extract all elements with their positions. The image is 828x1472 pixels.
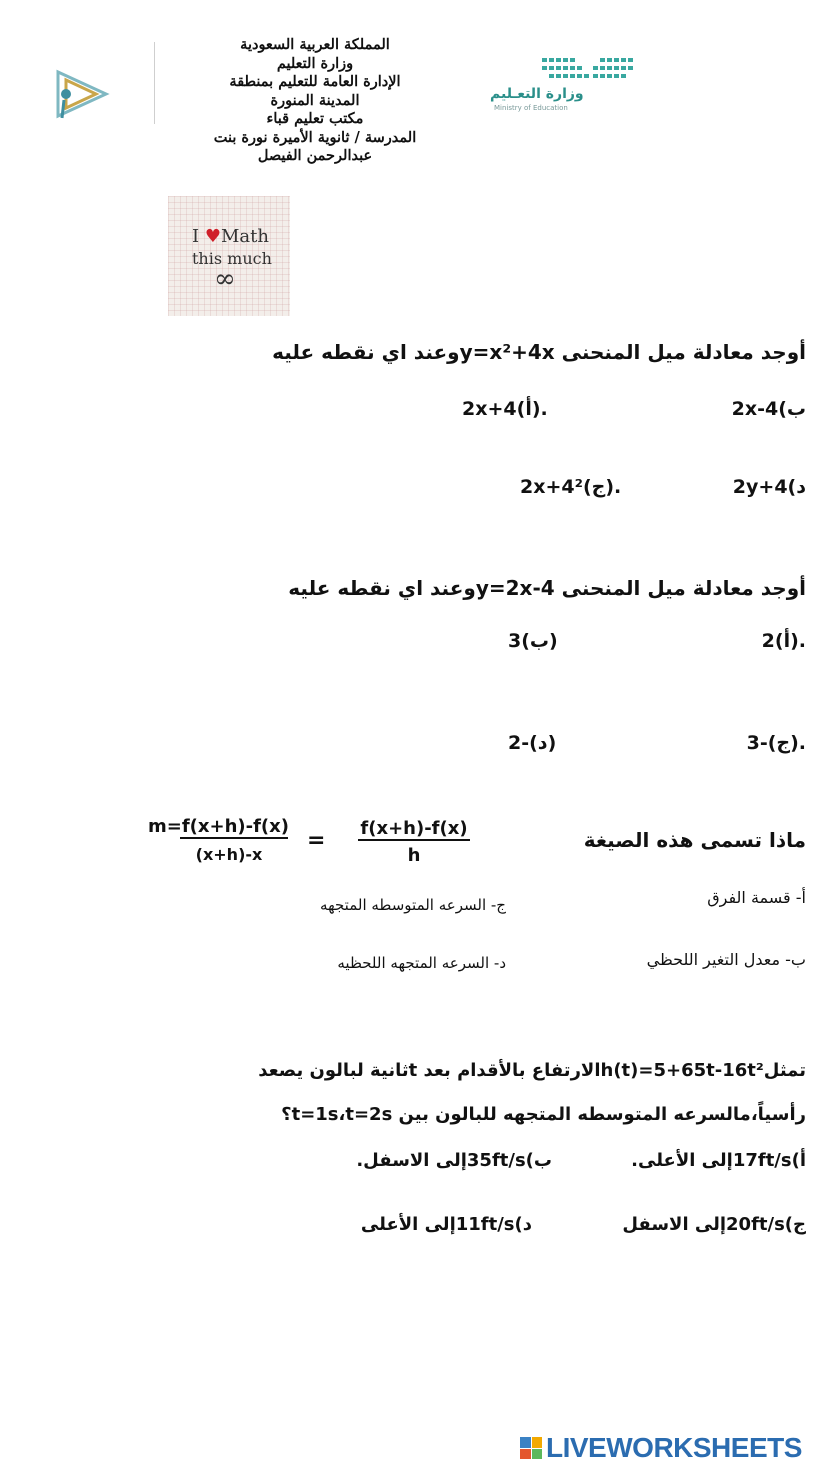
q1-text: أوجد معادلة ميل المنحنى y=x²+4xوعند اي نقطه عليه (272, 340, 806, 364)
liveworksheets-logo-icon (520, 1437, 542, 1459)
formula-equals: = (307, 828, 326, 853)
header-line-3: الإدارة العامة للتعليم بمنطقة (229, 73, 401, 90)
math-image-line1: I ♥Math (192, 226, 269, 247)
school-header (190, 36, 440, 166)
q3-option-d[interactable]: د- السرعه المتجهه اللحظيه (337, 954, 506, 972)
q3-option-c[interactable]: ج- السرعه المتوسطه المتجهه (320, 896, 506, 914)
q2-text: أوجد معادلة ميل المنحنى y=2x-4وعند اي نقطه عليه (288, 576, 806, 600)
formula-left-numerator: m=f(x+h)-f(x) (148, 816, 289, 837)
liveworksheets-text: LIVEWORKSHEETS (546, 1432, 802, 1463)
q4-line-1: تمثلh(t)=5+65t-16t²الارتفاع بالأقدام بعد tثانية لبالون يصعد (258, 1060, 806, 1081)
q1-option-b[interactable]: ب)2x-4 (731, 398, 806, 420)
school-logo-icon (52, 66, 112, 124)
ministry-logo-icon (540, 56, 640, 82)
q2-option-d[interactable]: 2-(د) (508, 732, 557, 754)
q2-option-c[interactable]: 3-(ج). (746, 732, 806, 754)
formula-right (358, 818, 470, 866)
q3-option-a[interactable]: أ- قسمة الفرق (707, 888, 806, 907)
math-image-line2: this much (192, 249, 272, 268)
fraction-bar (180, 837, 288, 839)
formula-right-numerator: f(x+h)-f(x) (360, 818, 468, 839)
q1-option-c[interactable]: 2x+4²(ج). (520, 476, 622, 498)
formula-left-denominator: (x+h)-x (195, 845, 263, 864)
q4-option-d[interactable]: د)11ft/sإلى الأعلى (360, 1214, 532, 1235)
q2-option-a[interactable]: 2(أ). (761, 630, 806, 652)
header-line-1: المملكة العربية السعودية (240, 36, 390, 53)
q1-option-a[interactable]: 2x+4(أ). (462, 398, 548, 420)
liveworksheets-brand (520, 1432, 802, 1464)
q3-text: ماذا تسمى هذه الصيغة (583, 828, 806, 852)
q4-option-a[interactable]: أ)17ft/sإلى الأعلى. (631, 1150, 806, 1171)
q2-option-b[interactable]: 3(ب) (508, 630, 558, 652)
heart-icon: ♥ (204, 226, 221, 247)
infinity-icon: ∞ (214, 264, 236, 294)
q4-option-c[interactable]: ج)20ft/sإلى الاسفل (622, 1214, 806, 1235)
header-line-7: عبدالرحمن الفيصل (257, 147, 373, 164)
formula-right-denominator: h (407, 845, 421, 866)
fraction-bar (358, 839, 470, 841)
formula-left (148, 816, 288, 864)
header-line-6: المدرسة / ثانوية الأميرة نورة بنت (213, 128, 417, 146)
ministry-logo-arabic: وزارة التعـليم (490, 86, 584, 102)
q3-option-b[interactable]: ب- معدل التغير اللحظي (646, 950, 806, 969)
q1-option-d[interactable]: 2y+4(د (732, 476, 806, 498)
header-divider (154, 42, 155, 124)
header-line-4: المدينة المنورة (270, 91, 360, 109)
q4-option-b[interactable]: ب)35ft/sإلى الاسفل. (356, 1150, 552, 1171)
math-love-image (168, 196, 290, 316)
header-line-5: مكتب تعليم قباء (266, 110, 364, 127)
ministry-logo-english: Ministry of Education (494, 104, 568, 112)
q4-line-2: رأسياً،مالسرعه المتوسطه المتجهه للبالون بين t=1s،t=2s؟ (281, 1104, 806, 1125)
header-line-2: وزارة التعليم (276, 54, 354, 72)
